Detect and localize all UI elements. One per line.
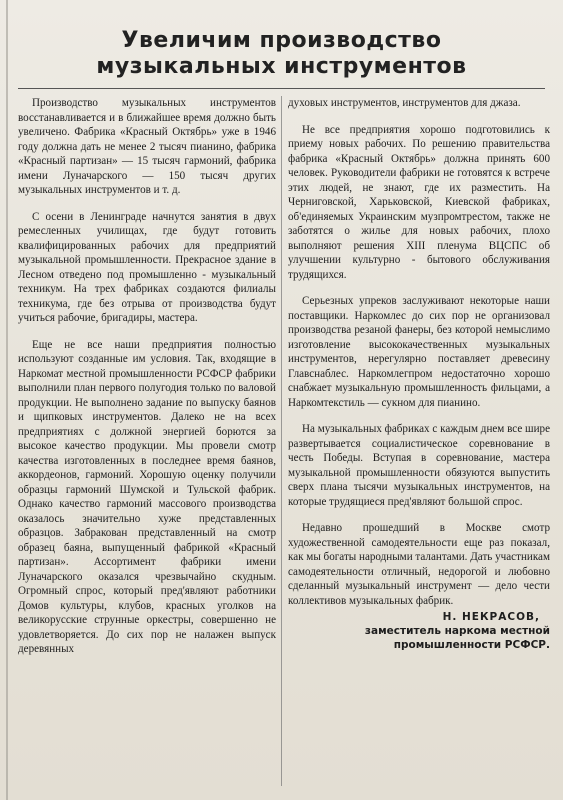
title-line-1: Увеличим производство: [121, 28, 442, 53]
paragraph: Производство музыкальных инструментов восстанавливается и в ближайшее время должно быть увеличено. Фабрика «Красный Октябрь» уже в 1946 году должна дать не менее 2 тысяч пианино, фабрика «Красный партизан» — 15 тысяч гармоний, фабрика имени Луначарского — 150 тысяч других музыкальных инструментов и т. д.: [18, 97, 276, 196]
paragraph: Серьезных упреков заслуживают некоторые наши поставщики. Наркомлес до сих пор не организовал производства резаной фанеры, без которой немыслимо изготовление высококачественных музыкальных инструментов, нерегулярно поставляет древесину Главснаблес. Наркомлегпром недостаточно хорошо снабжает музыкальную промышленность фильцами, а Наркомтекстиль — сукном для пианино.: [288, 295, 550, 409]
author-signature: [288, 610, 550, 652]
paragraph: С осени в Ленинграде начнутся занятия в двух ремесленных училищах, где будут готовить квалифицированных рабочих для предприятий музыкальной промышленности. Прекрасное здание в Лесном отведено под промышленно - музыкальный техникум. На трех фабриках создаются филиалы техникума, где без отрыва от производства будут учиться рабочие, бригадиры, мастера.: [18, 210, 276, 324]
column-divider: [281, 96, 282, 786]
paragraph: На музыкальных фабриках с каждым днем все шире развертывается социалистическое соревнование в честь Победы. Вступая в соревнование, мастера музыкальной промышленности обязуются выпустить сверх плана тысячи музыкальных инструментов, на которые трудящиеся пред'являют большой спрос.: [288, 423, 550, 508]
paragraph: Не все предприятия хорошо подготовились к приему новых рабочих. По решению правительства фабрика «Красный Октябрь» должна принять 600 человек. Руководители фабрики не готовятся к встрече этих людей, не знают, где их разместить. На Черниговской, Харьковской, Киевской фабриках, об'единяемых Украинским музпромтрестом, также не заботятся о жилье для новых рабочих, плохо выполняют решения XIII пленума ВЦСПС об улучшении культурно - бытового обслуживания трудящихся.: [288, 123, 550, 281]
article-title: [0, 28, 563, 80]
title-divider: [18, 88, 545, 89]
paragraph: духовых инструментов, инструментов для джаза.: [288, 97, 521, 109]
left-column: [18, 96, 276, 786]
paragraph: Еще не все наши предприятия полностью используют созданные им условия. Так, входящие в Наркомат местной промышленности РСФСР фабрики выполнили план первого полугодия только по валовой продукции. Не выполнено задание по выпуску баянов и щипковых инструментов. Далеко не на всех предприятиях с должной энергией борются за высокое качество продукции. Мы провели смотр качества изготовленных в последнее время баянов, аккордеонов, гармоний. Хорошую оценку получили образцы гармоний Шумской и Тульской фабрик. Однако качество гармоний массового производства оказалось значительно хуже представленных образцов. Забракован представленный на смотр образец баяна, выпущенный фабрикой «Красный партизан». Ассортимент фабрики имени Луначарского оказался чрезвычайно скудным. Огромный спрос, который пред'являют работники Домов культуры, клубов, красных уголков на великорусские струнные оркестры, совершенно не удовлетворяется. До сих пор не налажен выпуск деревянных: [18, 338, 276, 655]
author-name: Н. НЕКРАСОВ,: [442, 611, 540, 623]
paragraph: Недавно прошедший в Москве смотр художественной самодеятельности еще раз показал, как мы богаты народными талантами. Дать участникам самодеятельности отличный, недорогой и любовно сделанный музыкальный инструмент — дело чести коллективов музыкальных фабрик.: [288, 522, 550, 607]
author-position: заместитель наркома местной промышленности РСФСР.: [364, 625, 550, 651]
right-column: [288, 96, 550, 796]
page-edge-line: [6, 0, 8, 800]
title-line-2: музыкальных инструментов: [96, 54, 467, 79]
